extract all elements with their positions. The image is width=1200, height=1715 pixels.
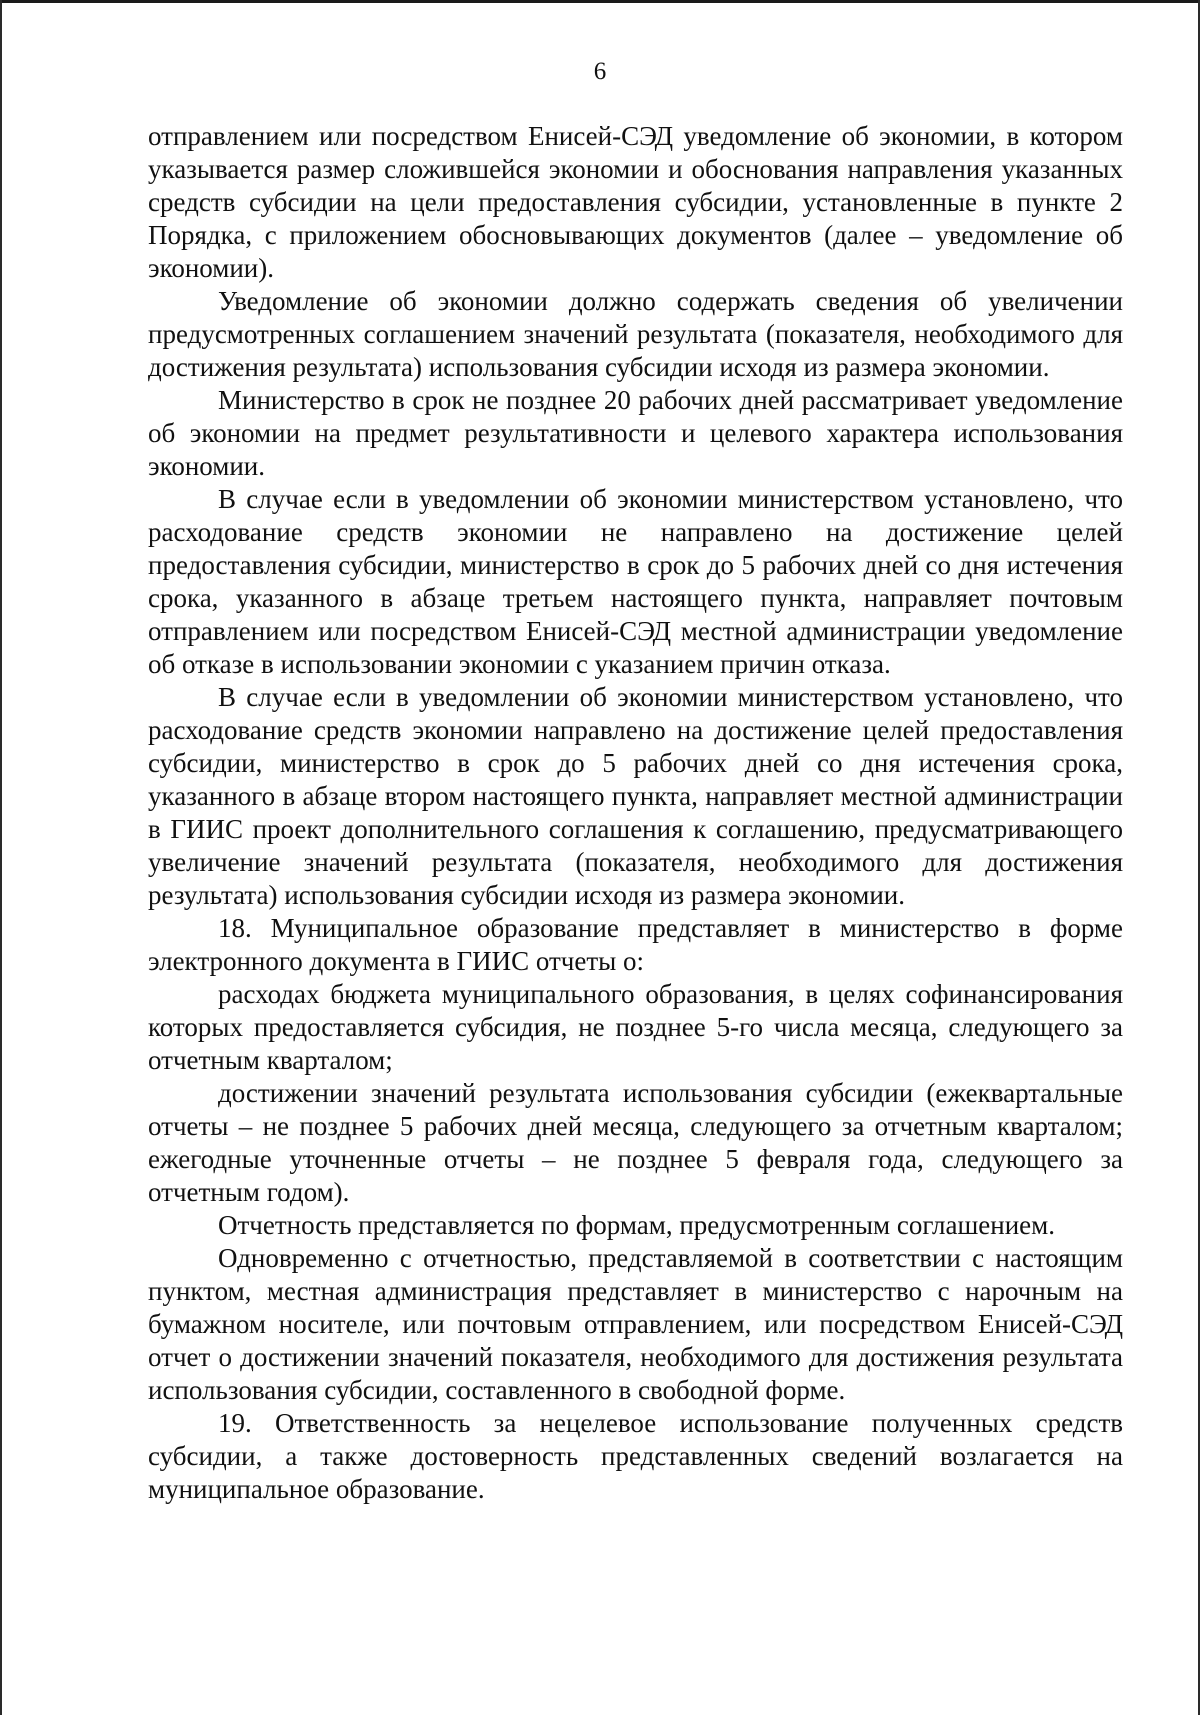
- paragraph-item-18: 18. Муниципальное образование представляет в министерство в форме электронного документа в ГИИС отчеты о:: [148, 913, 1123, 976]
- scan-border-top: [0, 0, 1200, 3]
- paragraph-result-achievement: достижении значений результата использования субсидии (ежеквартальные отчеты – не позднее 5 рабочих дней месяца, следующего за отчетным кварталом; ежегодные уточненные отчеты – не позднее 5 февраля года, следующего за отчетным годом).: [148, 1078, 1123, 1207]
- paragraph-budget-expenses: расходах бюджета муниципального образования, в целях софинансирования которых предоставляется субсидия, не позднее 5-го числа месяца, следующего за отчетным кварталом;: [148, 979, 1123, 1075]
- paragraph-continuation: отправлением или посредством Енисей-СЭД уведомление об экономии, в котором указывается размер сложившейся экономии и обоснования направления указанных средств субсидии на цели предоставления субсидии, установленные в пункте 2 Порядка, с приложением обосновывающих документов (далее – уведомление об экономии).: [148, 121, 1123, 283]
- paragraph-refusal-case: В случае если в уведомлении об экономии министерством установлено, что расходование средств экономии не направлено на достижение целей предоставления субсидии, министерство в срок до 5 рабочих дней со дня истечения срока, указанного в абзаце третьем настоящего пункта, направляет почтовым отправлением или посредством Енисей-СЭД местной администрации уведомление об отказе в использовании экономии с указанием причин отказа.: [148, 484, 1123, 679]
- paragraph-notice-content: Уведомление об экономии должно содержать сведения об увеличении предусмотренных соглашением значений результата (показателя, необходимого для достижения результата) использования субсидии исходя из размера экономии.: [148, 286, 1123, 382]
- paragraph-paper-report: Одновременно с отчетностью, представляемой в соответствии с настоящим пунктом, местная администрация представляет в министерство с нарочным на бумажном носителе, или почтовым отправлением, или посредством Енисей-СЭД отчет о достижении значений показателя, необходимого для достижения результата использования субсидии, составленного в свободной форме.: [148, 1243, 1123, 1405]
- paragraph-item-19: 19. Ответственность за нецелевое использование полученных средств субсидии, а также достоверность представленных сведений возлагается на муниципальное образование.: [148, 1408, 1123, 1504]
- paragraph-report-forms: Отчетность представляется по формам, предусмотренным соглашением.: [218, 1210, 1055, 1240]
- paragraph-approval-case: В случае если в уведомлении об экономии министерством установлено, что расходование средств экономии направлено на достижение целей предоставления субсидии, министерство в срок до 5 рабочих дней со дня истечения срока, указанного в абзаце втором настоящего пункта, направляет местной администрации в ГИИС проект дополнительного соглашения к соглашению, предусматривающего увеличение значений результата (показателя, необходимого для достижения результата) использования субсидии исходя из размера экономии.: [148, 682, 1123, 910]
- paragraph-ministry-review: Министерство в срок не позднее 20 рабочих дней рассматривает уведомление об экономии на предмет результативности и целевого характера использования экономии.: [148, 385, 1123, 481]
- document-body: [148, 120, 1123, 1506]
- page-number: 6: [593, 58, 607, 85]
- scan-border-left: [0, 0, 2, 1715]
